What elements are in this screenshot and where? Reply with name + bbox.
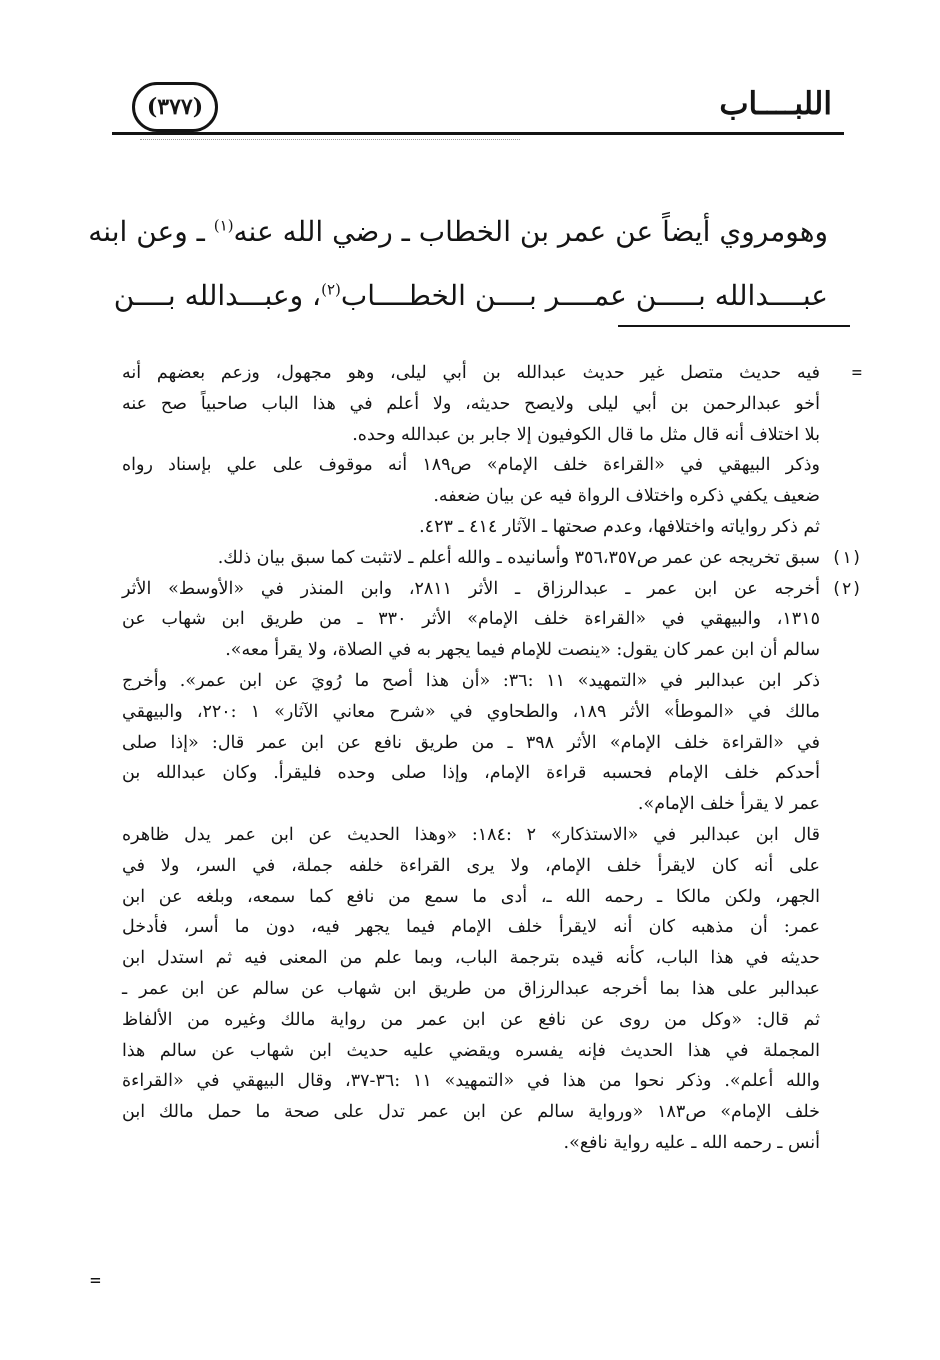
footnote-line: أخرجه عن ابن عمر ـ عبدالرزاق ـ الأثر ٢٨١١، وابن المنذر في «الأوسط» الأثر bbox=[122, 578, 821, 599]
continuation-text bbox=[122, 358, 820, 543]
footnote-1-text bbox=[122, 543, 820, 574]
footnote-line: حديثه في هذا الباب، كأنه قيده بترجمة الباب، وبما علم من المعنى فيه ثم استدل ابن bbox=[122, 948, 820, 969]
footnote-line: في «القراءة خلف الإمام» الأثر ٣٩٨ ـ من طريق نافع عن ابن عمر قال: «إذا صلى bbox=[122, 732, 820, 753]
main-line-2-a: عبــــدالله بـــــن عمــــر بــــن الخطــــاب bbox=[340, 279, 828, 312]
main-line-2 bbox=[113, 264, 828, 328]
footnote-1-number: (١) bbox=[831, 547, 862, 568]
footnote-line: أحدكم خلف الإمام فحسبه قراءة الإمام، وإذا صلى وحده فليقرأ. وكان عبدالله بن bbox=[122, 763, 820, 784]
page-number: (٣٧٧) bbox=[132, 82, 218, 132]
footnote-line: ثم قال: «وكل من روى عن نافع عن ابن عمر من رواية مالك وغيره من الألفاظ bbox=[122, 1009, 820, 1030]
footnote-line: على أنه كان لايقرأ خلف الإمام، ولا يرى القراءة خلفه جملة، في السر، ولا في bbox=[122, 855, 820, 876]
footnote-line: ذكر ابن عبدالبر في «التمهيد» ١١ :٣٦: «أن هذا أصح ما رُويَ عن ابن عمر». وأخرج bbox=[122, 670, 820, 691]
header-rule bbox=[112, 132, 844, 135]
header-dotted-rule bbox=[140, 139, 520, 141]
footnote-line: فيه حديث متصل غير حديث عبدالله بن أبي ليلى، وهو مجهول، وزعم بعضهم أنه bbox=[122, 363, 820, 383]
footnote-line: ضعيف يكفي ذكره واختلاف الرواة فيه عن بيان ضعفه. bbox=[433, 486, 820, 507]
footnote-line: الجهر، ولكن مالكا ـ رحمه الله ـ، أدى ما سمع من نافع كما سمعه، وبلغه عن ابن bbox=[122, 886, 820, 907]
footnote-line: ثم ذكر رواياته واختلافها، وعدم صحتها ـ الآثار ٤١٤ ـ ٤٢٣. bbox=[419, 516, 820, 537]
footnote-line: سبق تخريجه عن عمر ص٣٥٦،٣٥٧ وأسانيده ـ والله أعلم ـ لاتثبت كما سبق بيان ذلك. bbox=[217, 547, 820, 568]
footnote-line: المجملة في هذا الحديث فإنه يفسره ويقضي عليه حديث ابن شهاب عن سالم هذا bbox=[122, 1040, 820, 1061]
footnote-line: عمر لا يقرأ خلف الإمام». bbox=[637, 794, 820, 815]
footnote-ref-2: (٢) bbox=[321, 280, 341, 299]
footnote-line: وذكر البيهقي في «القراءة خلف الإمام» ص١٨٩ أنه موقوف على علي بإسناد رواه bbox=[122, 455, 820, 476]
continuation-mark: = bbox=[851, 363, 862, 383]
footnote-line: مالك في «الموطأ» الأثر ١٨٩، والطحاوي في «شرح معاني الآثار» ١ :٢٢٠، والبيهقي bbox=[122, 701, 820, 722]
footnote-ref-1: (١) bbox=[213, 216, 234, 235]
footnote-line: خلف الإمام» ص١٨٣ «ورواية سالم عن ابن عمر تدل على صحة ما حمل مالك ابن bbox=[122, 1102, 820, 1123]
footnote-2-number: (٢) bbox=[831, 578, 862, 599]
main-line-1-text: وهومروي أيضاً عن عمر بن الخطاب ـ رضي الله عنه bbox=[233, 215, 828, 248]
footnote-line: سالم أن ابن عمر كان يقول: «ينصت للإمام فيما يجهر به في الصلاة، ولا يقرأ معه». bbox=[225, 640, 820, 661]
running-header-title: اللبــــاب bbox=[719, 86, 832, 122]
footnote-2 bbox=[122, 574, 862, 1159]
main-line-1-tail: ـ وعن ابنه bbox=[88, 215, 214, 248]
footnote-continuation bbox=[122, 358, 862, 543]
footnote-line: بلا اختلاف أنه قال مثل ما قال الكوفيون إلا جابر بن عبدالله وحده. bbox=[352, 424, 820, 445]
footnote-2-text bbox=[122, 574, 820, 1159]
footnote-line: ١٣١٥، والبيهقي في «القراءة خلف الإمام» الأثر ٣٣٠ ـ من طريق ابن شهاب عن bbox=[122, 609, 820, 630]
footnote-line: والله أعلم». وذكر نحوا من هذا في «التمهيد» ١١ :٣٦-٣٧، وقال البيهقي في «القراءة bbox=[122, 1071, 820, 1092]
continuation-end-mark: = bbox=[90, 1270, 101, 1291]
main-line-1 bbox=[88, 200, 828, 264]
main-line-2-b: ، وعبـــدالله بــــن bbox=[113, 279, 322, 312]
footnote-line: أخو عبدالرحمن بن أبي ليلى ولايصح حديثه، ولا أعلم في هذا الباب صاحبياً صح عنه bbox=[122, 393, 820, 414]
footnote-separator bbox=[618, 325, 850, 327]
main-text bbox=[88, 200, 828, 328]
footnote-line: عبدالبر على هذا بما أخرجه عبدالرزاق من طريق ابن شهاب عن سالم عن ابن عمر ـ bbox=[122, 978, 820, 999]
footnote-1 bbox=[122, 543, 862, 574]
footnote-line: قال ابن عبدالبر في «الاستذكار» ٢ :١٨٤: «وهذا الحديث عن ابن عمر يدل ظاهره bbox=[122, 824, 820, 845]
footnote-line: عمر: أن مذهبه كان أنه لايقرأ خلف الإمام فيما يجهر فيه، دون ما أسر، فأدخل bbox=[122, 917, 820, 938]
footnotes bbox=[122, 358, 862, 1159]
footnote-line: أنس ـ رحمه الله ـ عليه رواية نافع». bbox=[563, 1132, 820, 1153]
